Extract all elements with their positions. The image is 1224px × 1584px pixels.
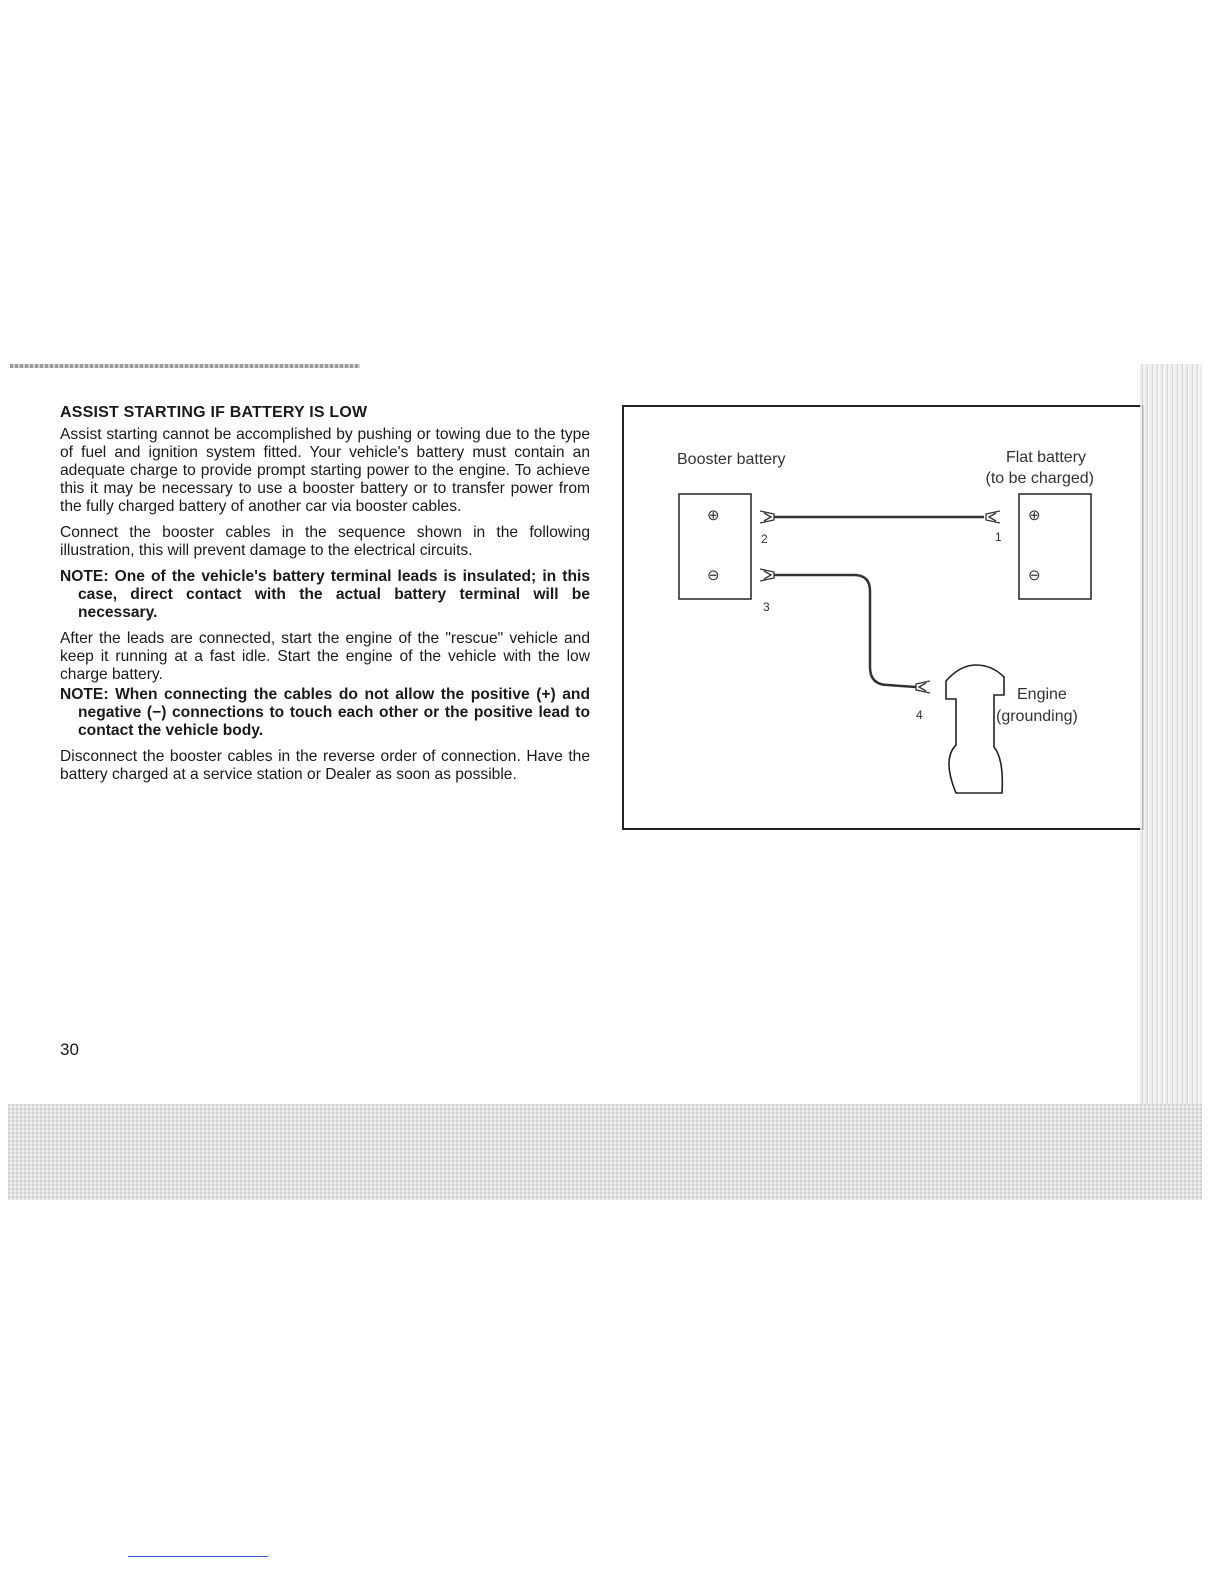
booster-negative-symbol: ⊖ (707, 567, 720, 584)
scan-bottom-shading (8, 1104, 1202, 1200)
engine-label-line2: (grounding) (996, 708, 1078, 725)
clamp-engine-ground (916, 681, 930, 693)
paragraph-sequence: Connect the booster cables in the sequence shown in the following illustration, this will prevent damage to the electrical circuits. (60, 524, 590, 559)
negative-cable (774, 575, 916, 687)
booster-positive-symbol: ⊕ (707, 507, 720, 524)
clamp-flat-positive (986, 511, 1000, 523)
flat-negative-symbol: ⊖ (1028, 567, 1041, 584)
flat-battery-label-line2: (to be charged) (985, 470, 1094, 487)
section-heading: ASSIST STARTING IF BATTERY IS LOW (60, 404, 368, 421)
top-rule (10, 364, 360, 368)
note-connections: NOTE: When connecting the cables do not allow the positive (+) and negative (−) connections to touch each other or the positive lead to contact the vehicle body. (60, 686, 590, 739)
clamp-booster-negative (760, 569, 774, 581)
scan-edge-shading (1140, 364, 1202, 1124)
step-2-label: 2 (761, 532, 768, 546)
bottom-rule (128, 1556, 268, 1557)
engine-outline (946, 665, 1004, 793)
page-number: 30 (60, 1040, 79, 1059)
clamp-booster-positive (760, 511, 774, 523)
step-4-label: 4 (916, 708, 923, 722)
paragraph-disconnect: Disconnect the booster cables in the reverse order of connection. Have the battery charged at a service station or Dealer as soon as possible. (60, 748, 590, 783)
step-1-label: 1 (995, 530, 1002, 544)
booster-battery-label: Booster battery (677, 451, 786, 468)
paragraph-start-engine: After the leads are connected, start the engine of the "rescue" vehicle and keep it running at a fast idle. Start the engine of the vehicle with the low charge battery. (60, 630, 590, 683)
flat-battery-label-line1: Flat battery (1005, 449, 1086, 466)
step-3-label: 3 (763, 600, 770, 614)
engine-label-line1: Engine (1017, 686, 1067, 703)
jump-start-diagram (622, 405, 1144, 830)
flat-positive-symbol: ⊕ (1028, 507, 1041, 524)
note-insulated-lead: NOTE: One of the vehicle's battery terminal leads is insulated; in this case, direct contact with the actual battery terminal will be necessary. (60, 568, 590, 621)
text-column (60, 404, 590, 792)
paragraph-intro: Assist starting cannot be accomplished by pushing or towing due to the type of fuel and ignition system fitted. Your vehicle's battery must contain an adequate charge to provide prompt starting power to the engine. To achieve this it may be necessary to use a booster battery or to transfer power from the fully charged battery of another car via booster cables. (60, 426, 590, 515)
